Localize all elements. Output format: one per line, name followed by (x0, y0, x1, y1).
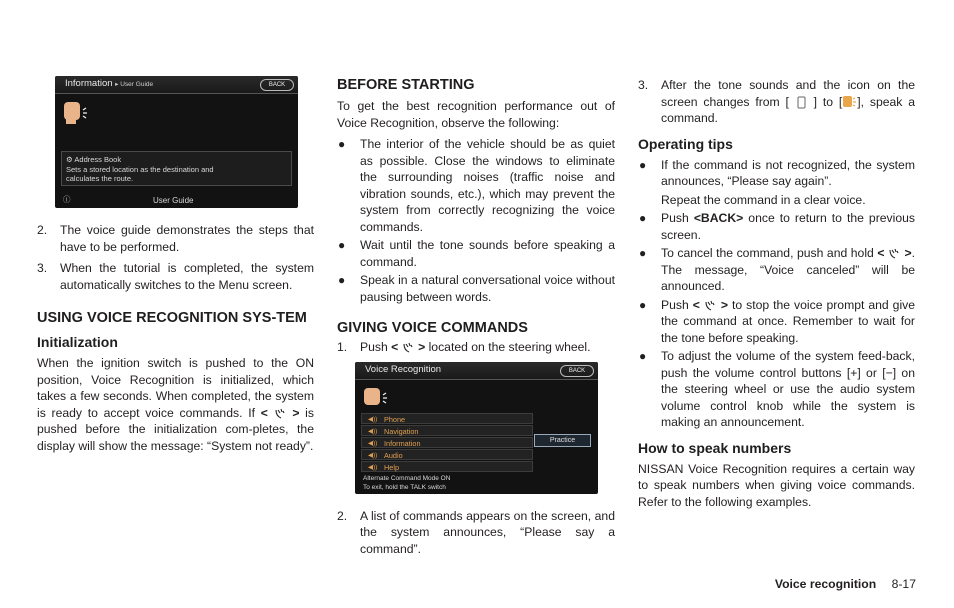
speaking-face-icon (63, 100, 91, 126)
talk-switch-icon (402, 341, 415, 354)
column-2 (337, 76, 615, 557)
heading-initialization: Initialization (37, 334, 118, 350)
screen-header (355, 362, 598, 380)
talk-switch-icon (274, 407, 287, 420)
menu-item-phone: ◀)) Phone (361, 413, 533, 424)
column-3 (638, 77, 915, 510)
menu-item-audio: ◀)) Audio (361, 449, 533, 460)
heading-how-to-speak-numbers: How to speak numbers (638, 439, 792, 456)
bullet-item: ● The interior of the vehicle should be as quiet as possible. Close the windows to eliminate the surrounding noises (traffic noise and vibration sounds, etc.), which may prevent the system from correctly recognizing the voice commands. (338, 137, 615, 234)
page-number: 8-17 (891, 577, 916, 591)
speak-now-icon (842, 95, 857, 109)
heading-using-voice-recognition: USING VOICE RECOGNITION SYS-TEM (37, 310, 307, 326)
talk-switch-icon (888, 247, 901, 260)
initialization-text: When the ignition switch is pushed to the ON position, Voice Recognition is initialized, which takes a few seconds. When completed, the system is ready to accept voice commands. If < > is pushed before the initialization com-pletes, the display will show the message: “System not ready”. (37, 356, 314, 453)
user-guide-label: User Guide (153, 196, 194, 205)
heading-giving-voice-commands: GIVING VOICE COMMANDS (337, 320, 528, 336)
back-button: BACK (560, 365, 594, 377)
step-3: 3. When the tutorial is completed, the system automatically switches to the Menu screen. (37, 261, 314, 292)
bullet-item: ● To adjust the volume of the system feed-back, push the volume control buttons [+] or [−] on the steering wheel or use the audio system volume control knob while the system is making an announcement. (639, 349, 915, 429)
heading-operating-tips: Operating tips (638, 135, 733, 152)
numbers-text: NISSAN Voice Recognition requires a certain way to speak numbers when giving voice commands. Refer to the following examples. (638, 461, 915, 509)
practice-button: Practice (534, 434, 591, 447)
bullet-item: ● If the command is not recognized, the system announces, “Please say again”. (639, 157, 915, 188)
step-3: 3. After the tone sounds and the icon on the screen changes from [ ] to [ ], speak a command. (638, 78, 915, 125)
bullet-item: ● To cancel the command, push and hold < >. The message, “Voice canceled” will be announced. (639, 246, 915, 293)
column-1 (37, 76, 314, 454)
step-2: 2. The voice guide demonstrates the steps that have to be performed. (37, 223, 314, 254)
bullet-item: ● Push <BACK> once to return to the previous screen. (639, 211, 915, 242)
standby-icon (795, 96, 808, 109)
alternate-mode-line: Alternate Command Mode ON (363, 474, 451, 482)
heading-before-starting: BEFORE STARTING (337, 77, 475, 93)
step-2: 2. A list of commands appears on the screen, and the system announces, “Please say a command”. (337, 508, 615, 556)
back-button: BACK (260, 79, 294, 91)
screen-header (55, 76, 298, 94)
page-footer (775, 577, 916, 591)
menu-item-help: ◀)) Help (361, 461, 533, 472)
info-line-2: Sets a stored location as the destination and (66, 165, 214, 174)
speaking-face-icon (363, 386, 391, 410)
info-box (61, 151, 292, 186)
screen-title: Voice Recognition (365, 363, 442, 375)
bullet-item: ● Wait until the tone sounds before speaking a command. (338, 238, 615, 269)
before-intro: To get the best recognition performance out of Voice Recognition, observe the following: (337, 99, 615, 130)
footer-section-title: Voice recognition (774, 577, 877, 591)
voice-recognition-screen (355, 362, 598, 494)
menu-item-navigation: ◀)) Navigation (361, 425, 533, 436)
exit-instruction-line: To exit, hold the TALK switch (363, 483, 446, 491)
bullet-item: ● Push < > to stop the voice prompt and give the command at once. Remember to wait for the tone before speaking. (639, 297, 916, 345)
talk-switch-icon (704, 299, 717, 312)
step-1: 1. Push < > located on the steering wheel. (337, 340, 591, 354)
info-icon: ⓘ (63, 195, 71, 204)
tip-repeat-text: Repeat the command in a clear voice. (661, 192, 866, 207)
screen-title: Information ▸ User Guide (65, 78, 154, 89)
bullet-item: ● Speak in a natural conversational voice without pausing between words. (338, 273, 615, 304)
info-line-3: calculates the route. (66, 174, 134, 183)
user-guide-screen (55, 76, 298, 208)
info-line-1: ⚙ Address Book (66, 155, 122, 164)
menu-item-information: ◀)) Information (361, 437, 533, 448)
